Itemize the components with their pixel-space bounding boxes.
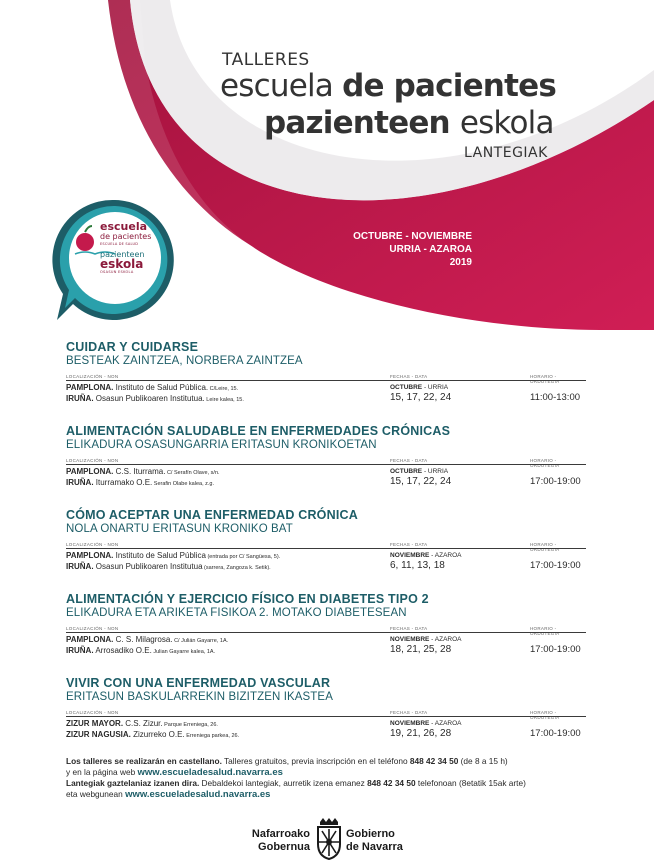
location-eu (66, 478, 386, 489)
location-es (66, 635, 386, 646)
location-es (66, 551, 386, 562)
divider (66, 632, 586, 633)
session-title: VIVIR CON UNA ENFERMEDAD VASCULAR (66, 676, 331, 690)
session-locations (66, 719, 386, 741)
footer-eu-web-pre: eta webgunean (66, 789, 126, 799)
logo-word-osasun-eskola: OSASUN ESKOLA (100, 270, 134, 274)
location-name: Osasun Publikoaren Institutua. (93, 394, 205, 403)
month-eu: - URRIA (422, 384, 449, 391)
session-dates (390, 635, 510, 656)
government-logo (236, 818, 426, 862)
location-name: Instituto de Salud Pública (113, 551, 206, 560)
header-hours: HORARIO - ORDUTEGIA (530, 374, 560, 384)
session-locations (66, 551, 386, 573)
session-days: 18, 21, 25, 28 (390, 644, 452, 655)
session-days: 19, 21, 26, 28 (390, 728, 452, 739)
footer-info (66, 756, 586, 800)
session-title: ALIMENTACIÓN SALUDABLE EN ENFERMEDADES CRÓNICAS (66, 424, 451, 438)
session-locations (66, 635, 386, 657)
location-name: C.S. Zizur. (123, 719, 163, 728)
session-details (66, 635, 586, 665)
footer-es-line2 (66, 767, 586, 778)
location-eu (66, 730, 386, 741)
logo-word-escuela: escuela (100, 220, 148, 233)
column-headers (66, 539, 586, 552)
session-dates (390, 383, 510, 404)
location-name: Instituto de Salud Pública. (113, 383, 209, 392)
location-address: Parque Erreniega, 26. (162, 722, 218, 728)
gov-eu-line1: Nafarroako (251, 828, 310, 840)
header-dates: FECHAS - DATA (390, 374, 428, 379)
session-subtitle: ERITASUN BASKULARREKIN BIZITZEN IKASTEA (66, 691, 333, 703)
gov-es-line2: de Navarra (346, 841, 403, 853)
location-city: IRUÑA. (66, 562, 94, 571)
gov-es-line1: Gobierno (346, 828, 395, 840)
location-address: Leire kalea, 15. (204, 397, 244, 403)
gov-name-es (346, 828, 426, 854)
location-address: Julian Gayarre kalea, 1A. (151, 649, 216, 655)
location-city: PAMPLONA. (66, 635, 114, 644)
footer-eu-phone: 848 42 34 50 (367, 778, 416, 788)
session-days: 15, 17, 22, 24 (390, 476, 452, 487)
location-address: C/Leire, 15. (208, 386, 239, 392)
session-item (66, 340, 586, 424)
session-title: ALIMENTACIÓN Y EJERCICIO FÍSICO EN DIABETES TIPO 2 (66, 592, 429, 606)
location-address: (entrada por C/ Sangüesa, 5). (205, 554, 281, 560)
session-details (66, 719, 586, 749)
location-address: C/ Julián Gayarre, 1A. (172, 638, 229, 644)
session-month (390, 467, 510, 476)
footer-eu-text: Debaldekoi lantegiak, aurretik izena emanez (199, 778, 368, 788)
month-eu: - AZAROA (429, 720, 462, 727)
column-headers (66, 455, 586, 468)
months-es: OCTUBRE - NOVIEMBRE (353, 231, 472, 242)
location-es (66, 383, 386, 394)
title-eu-light: eskola (459, 105, 554, 141)
header-hours: HORARIO - ORDUTEGIA (530, 710, 560, 720)
header-location: LOCALIZACIÓN - NON (66, 626, 119, 631)
location-eu (66, 562, 386, 573)
footer-es-web-link[interactable]: www.escueladesalud.navarra.es (137, 767, 283, 778)
session-locations (66, 383, 386, 405)
session-hours: 17:00-19:00 (530, 560, 581, 571)
location-address: (sarrera, Zangoza k. Setik). (202, 565, 271, 571)
session-hours: 17:00-19:00 (530, 644, 581, 655)
session-month (390, 551, 510, 560)
header-location: LOCALIZACIÓN - NON (66, 374, 119, 379)
footer-es-web-pre: y en la página web (66, 767, 138, 777)
header-location: LOCALIZACIÓN - NON (66, 542, 119, 547)
location-eu (66, 646, 386, 657)
location-city: PAMPLONA. (66, 551, 114, 560)
title-eu-bold: pazienteen (264, 105, 460, 141)
session-title: CUIDAR Y CUIDARSE (66, 340, 199, 354)
header-hours: HORARIO - ORDUTEGIA (530, 626, 560, 636)
location-city: IRUÑA. (66, 646, 94, 655)
location-name: Arrosadiko O.E. (93, 646, 152, 655)
session-month (390, 719, 510, 728)
session-item (66, 592, 586, 676)
logo-word-eskola: eskola (100, 257, 144, 271)
session-days: 15, 17, 22, 24 (390, 392, 452, 403)
month-eu: - AZAROA (429, 552, 462, 559)
location-es (66, 719, 386, 730)
column-headers (66, 371, 586, 384)
logo-text (100, 222, 160, 274)
title-es-light: escuela (220, 68, 343, 104)
session-item (66, 508, 586, 592)
header-dates: FECHAS - DATA (390, 626, 428, 631)
divider (66, 380, 586, 381)
location-address: C/ Serafín Olave, s/n. (165, 470, 220, 476)
location-name: Zizurreko O.E. (130, 730, 185, 739)
footer-es-bold: Los talleres se realizarán en castellano. (66, 756, 222, 766)
talleres-label: TALLERES (222, 50, 310, 70)
header-hours: HORARIO - ORDUTEGIA (530, 542, 560, 552)
month-eu: - URRIA (422, 468, 449, 475)
header-dates: FECHAS - DATA (390, 542, 428, 547)
location-city: ZIZUR MAYOR. (66, 719, 124, 728)
logo-word-pazienteen: pazienteen (100, 250, 145, 259)
location-eu (66, 394, 386, 405)
footer-es-line1 (66, 756, 586, 767)
month-es: OCTUBRE (390, 384, 423, 391)
month-es: NOVIEMBRE (390, 636, 430, 643)
months-eu: URRIA - AZAROA (389, 244, 472, 255)
footer-eu-bold: Lantegiak gaztelaniaz izanen dira. (66, 778, 200, 788)
session-dates (390, 551, 510, 572)
gov-eu-line2: Gobernua (258, 841, 310, 853)
logo-word-escuela-salud: ESCUELA DE SALUD (100, 242, 139, 246)
session-locations (66, 467, 386, 489)
location-es (66, 467, 386, 478)
location-city: ZIZUR NAGUSIA. (66, 730, 131, 739)
session-hours: 11:00-13:00 (530, 392, 581, 403)
session-dates (390, 719, 510, 740)
location-name: C.S. Iturrama. (113, 467, 166, 476)
location-address: Serafin Olabe kalea, z.g. (152, 481, 215, 487)
location-name: Osasun Publikoaren Institutua (93, 562, 203, 571)
header-hours: HORARIO - ORDUTEGIA (530, 458, 560, 468)
location-city: PAMPLONA. (66, 467, 114, 476)
lantegiak-label: LANTEGIAK (464, 145, 548, 161)
session-title: CÓMO ACEPTAR UNA ENFERMEDAD CRÓNICA (66, 508, 358, 522)
column-headers (66, 707, 586, 720)
header-location: LOCALIZACIÓN - NON (66, 710, 119, 715)
location-city: IRUÑA. (66, 394, 94, 403)
footer-eu-line1 (66, 778, 586, 789)
footer-eu-line2 (66, 789, 586, 800)
footer-es-text: Talleres gratuitos, previa inscripción en el teléfono (221, 756, 410, 766)
header-dates: FECHAS - DATA (390, 458, 428, 463)
month-es: NOVIEMBRE (390, 552, 430, 559)
session-hours: 17:00-19:00 (530, 728, 581, 739)
footer-es-hours: (de 8 a 15 h) (458, 756, 508, 766)
column-headers (66, 623, 586, 636)
logo-word-de-pacientes: de pacientes (100, 232, 152, 241)
location-name: Iturramako O.E. (93, 478, 153, 487)
session-month (390, 635, 510, 644)
session-details (66, 383, 586, 413)
session-dates (390, 467, 510, 488)
session-item (66, 424, 586, 508)
session-subtitle: BESTEAK ZAINTZEA, NORBERA ZAINTZEA (66, 355, 303, 367)
location-address: Erreniega parkea, 26. (184, 733, 240, 739)
location-city: PAMPLONA. (66, 383, 114, 392)
month-es: NOVIEMBRE (390, 720, 430, 727)
session-subtitle: ELIKADURA ETA ARIKETA FISIKOA 2. MOTAKO DIABETESEAN (66, 607, 407, 619)
session-details (66, 467, 586, 497)
divider (66, 464, 586, 465)
session-subtitle: ELIKADURA OSASUNGARRIA ERITASUN KRONIKOETAN (66, 439, 377, 451)
footer-eu-web-link[interactable]: www.escueladesalud.navarra.es (125, 789, 271, 800)
sessions-list (66, 340, 586, 760)
title-line-eu (264, 105, 554, 141)
title-es-bold: de pacientes (342, 68, 556, 104)
location-city: IRUÑA. (66, 478, 94, 487)
session-subtitle: NOLA ONARTU ERITASUN KRONIKO BAT (66, 523, 293, 535)
session-details (66, 551, 586, 581)
month-eu: - AZAROA (429, 636, 462, 643)
date-range (340, 230, 472, 269)
header-location: LOCALIZACIÓN - NON (66, 458, 119, 463)
header-dates: FECHAS - DATA (390, 710, 428, 715)
divider (66, 716, 586, 717)
session-item (66, 676, 586, 760)
footer-eu-hours: telefonoan (8etatik 15ak arte) (415, 778, 526, 788)
session-hours: 17:00-19:00 (530, 476, 581, 487)
location-name: C. S. Milagrosa. (113, 635, 173, 644)
session-days: 6, 11, 13, 18 (390, 560, 445, 571)
month-es: OCTUBRE (390, 468, 423, 475)
navarra-crest-icon (314, 818, 344, 860)
title-line-es (220, 68, 556, 104)
year: 2019 (449, 257, 472, 268)
session-month (390, 383, 510, 392)
divider (66, 548, 586, 549)
footer-es-phone: 848 42 34 50 (409, 756, 459, 766)
gov-name-eu (236, 828, 310, 854)
